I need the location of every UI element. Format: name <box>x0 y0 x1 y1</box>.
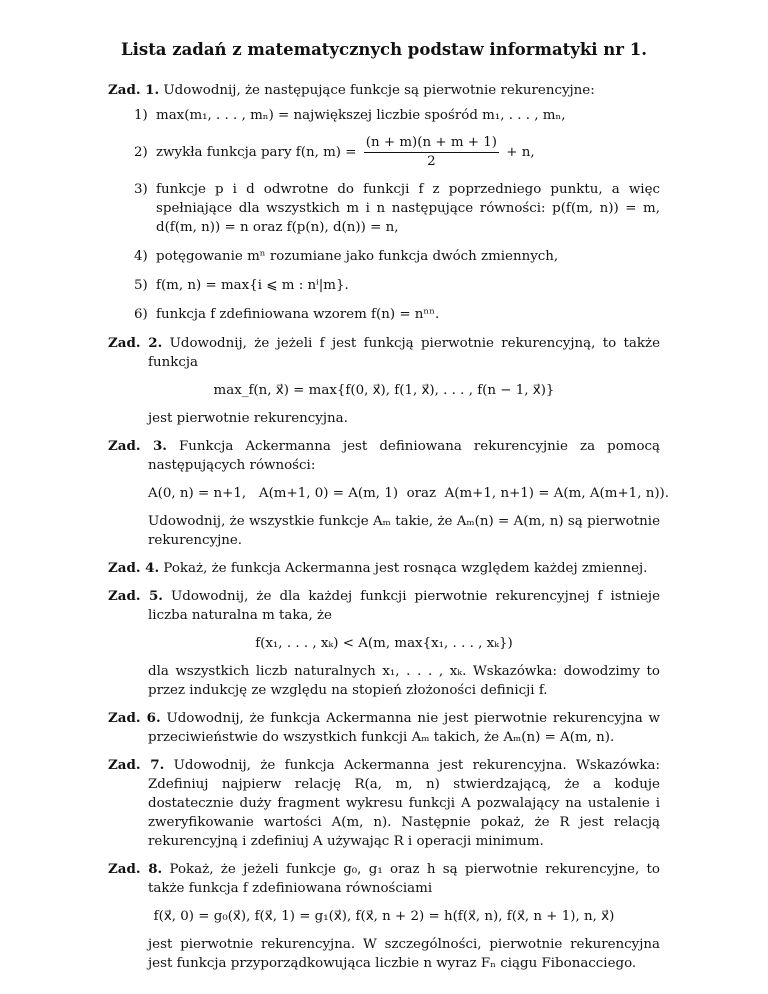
item-text: funkcja f zdefiniowana wzorem f(n) = nⁿⁿ. <box>156 307 440 322</box>
exercise-3-text: Funkcja Ackermanna jest definiowana rekurencyjnie za pomocą następujących równości: <box>148 439 660 473</box>
item-number: 5) <box>134 278 148 293</box>
exercise-4-text: Pokaż, że funkcja Ackermanna jest rosnąca względem każdej zmiennej. <box>163 561 648 576</box>
exercise-7-label: Zad. 7. <box>108 757 165 773</box>
item-number: 2) <box>134 145 148 160</box>
exercise-3-label: Zad. 3. <box>108 438 167 454</box>
list-item <box>134 276 660 295</box>
exercise-6 <box>108 709 660 747</box>
list-item <box>134 247 660 266</box>
item-number: 1) <box>134 108 148 123</box>
exercise-8-text: Pokaż, że jeżeli funkcje g₀, g₁ oraz h są pierwotnie rekurencyjne, to także funkcja f zdefiniowana równościami <box>148 862 660 896</box>
item-text: potęgowanie mⁿ rozumiane jako funkcja dwóch zmiennych, <box>156 249 559 264</box>
exercise-1-intro: Udowodnij, że następujące funkcje są pierwotnie rekurencyjne: <box>163 83 595 98</box>
exercise-2-text: Udowodnij, że jeżeli f jest funkcją pierwotnie rekurencyjną, to także funkcja <box>148 336 660 370</box>
exercise-8-label: Zad. 8. <box>108 861 163 877</box>
exercise-7-text: Udowodnij, że funkcja Ackermanna jest rekurencyjna. Wskazówka: Zdefiniuj najpierw relację R(a, m, n) stwierdzającą, że a koduje dostatecznie duży fragment wykresu funkcji A pozwalający na ustalenie i zweryfikowanie wartości A(m, n). Następnie pokaż, że R jest relacją rekurencyjną i zdefiniuj A używając R i operacji minimum. <box>148 758 660 849</box>
exercise-5-text: Udowodnij, że dla każdej funkcji pierwotnie rekurencyjnej f istnieje liczba naturalna m taka, że <box>148 589 661 623</box>
item-number: 6) <box>134 307 148 322</box>
item-text: f(m, n) = max{i ⩽ m : nⁱ|m}. <box>156 278 349 293</box>
exercise-2-formula: max_f(n, x⃗) = max{f(0, x⃗), f(1, x⃗), . . . , f(n − 1, x⃗)} <box>213 383 555 398</box>
exercise-4-label: Zad. 4. <box>108 560 160 576</box>
list-item <box>134 305 660 324</box>
exercise-8-after: jest pierwotnie rekurencyjna. W szczególności, pierwotnie rekurencyjna jest funkcja przyporządkowująca liczbie n wyraz Fₙ ciągu Fibonacciego. <box>148 937 660 971</box>
exercise-2-label: Zad. 2. <box>108 335 163 351</box>
item-prefix: zwykła funkcja pary f(n, m) = <box>156 145 357 160</box>
list-item <box>134 106 660 125</box>
exercise-5-label: Zad. 5. <box>108 588 163 604</box>
fraction-denominator: 2 <box>427 154 436 169</box>
exercise-3-formula: A(0, n) = n+1, A(m+1, 0) = A(m, 1) oraz A(m+1, n+1) = A(m, A(m+1, n)). <box>148 486 670 501</box>
exercise-2-after: jest pierwotnie rekurencyjna. <box>148 411 348 426</box>
exercise-4 <box>108 559 660 578</box>
exercise-1 <box>108 81 660 324</box>
exercise-2 <box>108 334 660 428</box>
item-text: funkcje p i d odwrotne do funkcji f z poprzedniego punktu, a więc spełniające dla wszystkich m i n następujące równości: p(f(m, n)) = m, d(f(m, n)) = n oraz f(p(n), d(n)) = n, <box>156 182 660 235</box>
item-text: max(m₁, . . . , mₙ) = największej liczbie spośród m₁, . . . , mₙ, <box>156 108 566 123</box>
exercise-3 <box>108 437 670 550</box>
fraction-numerator: (n + m)(n + m + 1) <box>364 135 499 153</box>
list-item <box>134 180 660 237</box>
page-title: Lista zadań z matematycznych podstaw informatyki nr 1. <box>121 40 647 59</box>
exercise-5-formula: f(x₁, . . . , xₖ) < A(m, max{x₁, . . . , xₖ}) <box>255 636 513 651</box>
exercise-1-label: Zad. 1. <box>108 82 160 98</box>
item-number: 3) <box>134 182 148 197</box>
exercise-7 <box>108 756 660 851</box>
exercise-1-items <box>134 106 660 324</box>
exercise-3-after: Udowodnij, że wszystkie funkcje Aₘ takie, że Aₘ(n) = A(m, n) są pierwotnie rekurencyjne. <box>148 514 660 548</box>
list-item <box>134 135 660 170</box>
item-number: 4) <box>134 249 148 264</box>
exercise-8-formula: f(x⃗, 0) = g₀(x⃗), f(x⃗, 1) = g₁(x⃗), f(x⃗, n + 2) = h(f(x⃗, n), f(x⃗, n + 1), n, x⃗) <box>153 909 615 924</box>
exercise-6-text: Udowodnij, że funkcja Ackermanna nie jest pierwotnie rekurencyjna w przeciwieństwie do wszystkich funkcji Aₘ takich, że Aₘ(n) = A(m, n). <box>148 711 660 745</box>
item-suffix: + n, <box>506 145 535 160</box>
exercise-5-after: dla wszystkich liczb naturalnych x₁, . . . , xₖ. Wskazówka: dowodzimy to przez indukcję ze względu na stopień złożoności definicji f. <box>148 664 660 698</box>
exercise-8 <box>108 860 660 973</box>
exercise-5 <box>108 587 660 700</box>
fraction <box>364 135 499 170</box>
exercise-6-label: Zad. 6. <box>108 710 161 726</box>
